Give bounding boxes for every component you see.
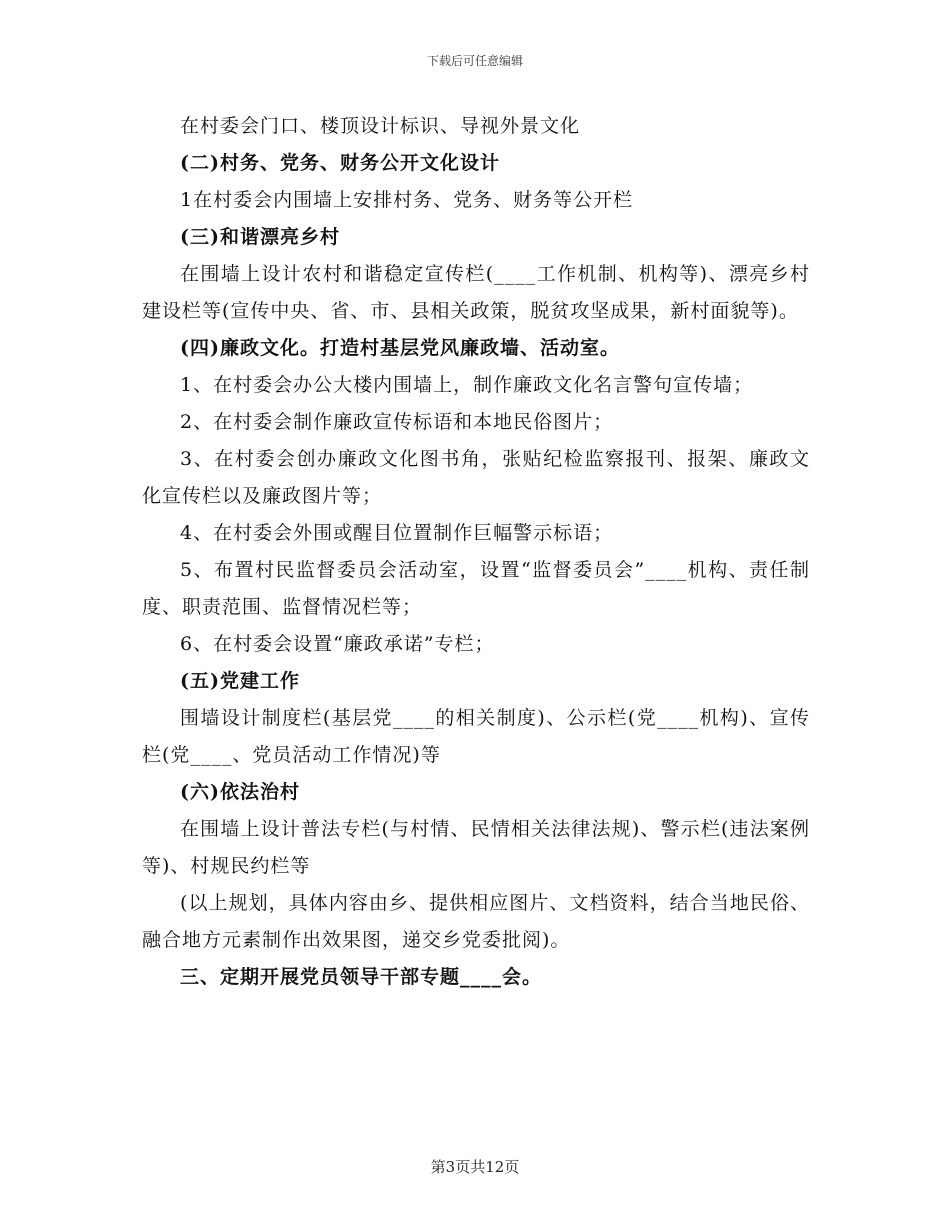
section-heading: (二)村务、党务、财务公开文化设计 [180, 152, 500, 174]
paragraph: 在围墙上设计普法专栏(与村情、民情相关法律法规)、警示栏(违法案例等)、村规民约栏等 [142, 818, 810, 877]
list-item: 3、在村委会创办廉政文化图书角，张贴纪检监察报刊、报架、廉政文化宣传栏以及廉政图片等； [142, 448, 810, 507]
page-footer: 第3页共12页 [430, 1158, 520, 1176]
list-item: 2、在村委会制作廉政宣传标语和本地民俗图片； [180, 411, 614, 433]
list-item: 5、布置村民监督委员会活动室，设置“监督委员会”____机构、责任制度、职责范围、监督情况栏等； [142, 559, 810, 618]
paragraph: 在村委会门口、楼顶设计标识、导视外景文化 [180, 115, 581, 137]
section-heading: (四)廉政文化。打造村基层党风廉政墙、活动室。 [180, 337, 620, 359]
section-heading: 三、定期开展党员领导干部专题____会。 [180, 966, 543, 988]
list-item: 4、在村委会外围或醒目位置制作巨幅警示标语； [180, 522, 614, 544]
list-item: 1、在村委会办公大楼内围墙上，制作廉政文化名言警句宣传墙； [180, 374, 754, 396]
section-heading: (三)和谐漂亮乡村 [180, 226, 340, 248]
paragraph: 围墙设计制度栏(基层党____的相关制度)、公示栏(党____机构)、宣传栏(党____、党员活动工作情况)等 [142, 707, 810, 766]
document-body [142, 108, 810, 996]
section-heading: (五)党建工作 [180, 670, 300, 692]
section-heading: (六)依法治村 [180, 781, 300, 803]
paragraph: 在围墙上设计农村和谐稳定宣传栏(____工作机制、机构等)、漂亮乡村建设栏等(宣传中央、省、市、县相关政策，脱贫攻坚成果，新村面貌等)。 [142, 263, 810, 322]
paragraph: 1在村委会内围墙上安排村务、党务、财务等公开栏 [180, 189, 634, 211]
list-item: 6、在村委会设置“廉政承诺”专栏； [180, 633, 495, 655]
page-header: 下载后可任意编辑 [426, 54, 523, 68]
paragraph: (以上规划，具体内容由乡、提供相应图片、文档资料，结合当地民俗、融合地方元素制作出效果图，递交乡党委批阅)。 [142, 892, 810, 951]
